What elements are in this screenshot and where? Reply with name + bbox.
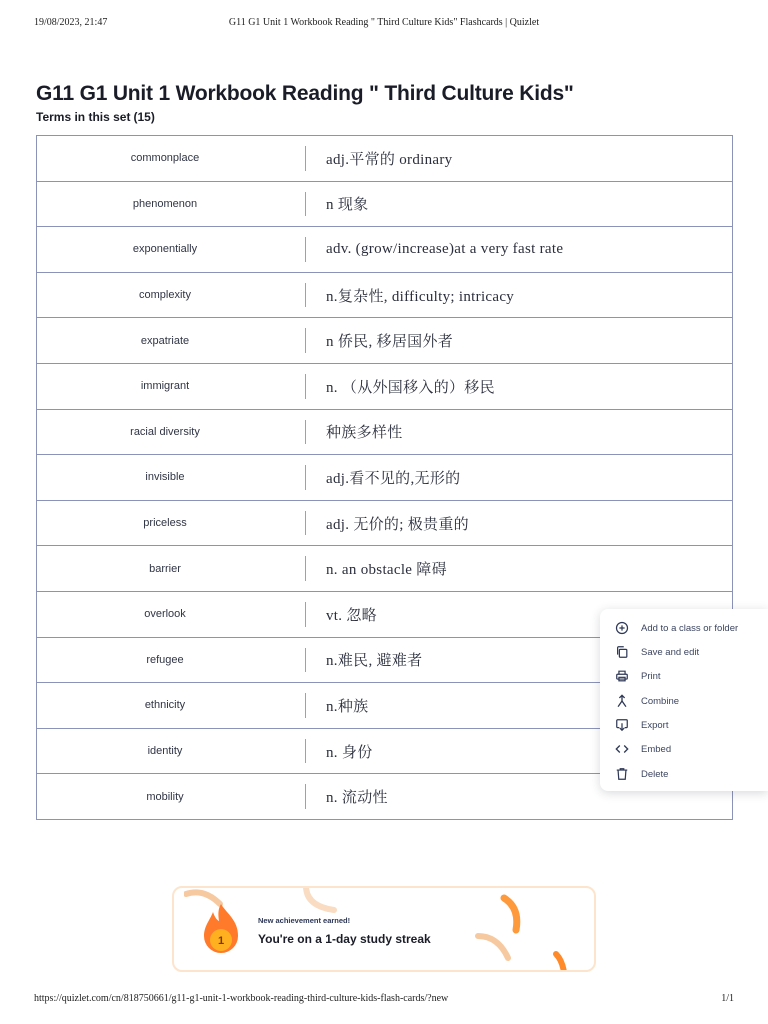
menu-item-label: Add to a class or folder — [641, 622, 739, 634]
row-divider — [305, 648, 306, 673]
menu-item-label: Embed — [641, 743, 672, 755]
term-word: barrier — [149, 562, 181, 575]
print-footer — [34, 993, 734, 1007]
achievement-kicker: New achievement earned! — [258, 916, 351, 925]
print-datetime: 19/08/2023, 21:47 — [34, 17, 108, 28]
menu-item-embed[interactable] — [600, 737, 768, 761]
term-row — [36, 364, 733, 410]
menu-item-label: Print — [641, 670, 661, 682]
menu-item-label: Export — [641, 719, 669, 731]
term-definition: n 侨民, 移居国外者 — [326, 334, 454, 351]
term-definition: adj. 无价的; 极贵重的 — [326, 516, 469, 533]
menu-item-label: Save and edit — [641, 646, 700, 658]
term-row — [36, 410, 733, 456]
term-word: expatriate — [140, 334, 190, 347]
term-row — [36, 273, 733, 319]
term-word: commonplace — [130, 152, 200, 165]
confetti-streamer-icon — [300, 886, 340, 920]
plus-circle-icon — [615, 621, 629, 635]
confetti-streamer-icon — [474, 930, 514, 964]
term-definition: n. 身份 — [326, 744, 373, 761]
term-word: invisible — [145, 471, 185, 484]
row-divider — [305, 192, 306, 217]
term-word: refugee — [146, 653, 184, 666]
print-header — [34, 17, 734, 31]
menu-item-export[interactable] — [600, 713, 768, 737]
row-divider — [305, 374, 306, 399]
term-word: phenomenon — [132, 197, 198, 210]
copy-icon — [615, 645, 629, 659]
merge-icon — [615, 694, 629, 708]
term-word: identity — [147, 745, 183, 758]
term-definition: n. an obstacle 障碍 — [326, 562, 447, 579]
term-definition: n. （从外国移入的）移民 — [326, 379, 495, 396]
term-definition: vt. 忽略 — [326, 607, 377, 624]
term-definition: adj.看不见的,无形的 — [326, 470, 461, 487]
term-word: ethnicity — [144, 699, 186, 712]
term-word: complexity — [139, 289, 191, 302]
term-row — [36, 182, 733, 228]
row-divider — [305, 420, 306, 445]
term-word: exponentially — [132, 243, 198, 256]
row-divider — [305, 602, 306, 627]
achievement-headline: You're on a 1-day study streak — [258, 932, 431, 946]
terms-count-label: Terms in this set — [36, 110, 131, 124]
term-row — [36, 546, 733, 592]
streak-flame-icon — [196, 900, 246, 960]
term-word: immigrant — [140, 380, 190, 393]
term-row — [36, 227, 733, 273]
achievement-toast[interactable] — [172, 886, 596, 972]
code-icon — [615, 742, 629, 756]
print-url: https://quizlet.com/cn/818750661/g11-g1-unit-1-workbook-reading-third-culture-kids-flash-cards/?new — [34, 993, 449, 1004]
confetti-streamer-icon — [552, 950, 576, 972]
printer-icon — [615, 669, 629, 683]
term-definition: n 现象 — [326, 197, 369, 214]
confetti-streamer-icon — [496, 894, 530, 934]
row-divider — [305, 283, 306, 308]
menu-item-delete[interactable] — [600, 762, 768, 786]
term-definition: n.难民, 避难者 — [326, 653, 423, 670]
menu-item-label: Delete — [641, 768, 669, 780]
streak-number: 1 — [217, 935, 225, 947]
row-divider — [305, 784, 306, 809]
export-icon — [615, 718, 629, 732]
terms-count-value: (15) — [133, 110, 155, 124]
menu-item-label: Combine — [641, 695, 680, 707]
term-definition: n. 流动性 — [326, 790, 388, 807]
row-divider — [305, 465, 306, 490]
term-definition: adv. (grow/increase)at a very fast rate — [326, 240, 564, 257]
term-definition: 种族多样性 — [326, 425, 403, 442]
menu-item-add-to-class[interactable] — [600, 616, 768, 640]
row-divider — [305, 328, 306, 353]
term-row — [36, 318, 733, 364]
print-page-number: 1/1 — [721, 993, 734, 1004]
term-row — [36, 501, 733, 547]
term-definition: adj.平常的 ordinary — [326, 151, 453, 168]
term-word: priceless — [143, 517, 187, 530]
term-row — [36, 136, 733, 182]
row-divider — [305, 693, 306, 718]
terms-count — [36, 110, 155, 124]
term-word: mobility — [146, 790, 184, 803]
menu-item-save-and-edit[interactable] — [600, 640, 768, 664]
row-divider — [305, 146, 306, 171]
set-options-menu — [600, 609, 768, 791]
term-definition: n.种族 — [326, 698, 369, 715]
term-word: racial diversity — [130, 425, 200, 438]
term-word: overlook — [144, 608, 186, 621]
row-divider — [305, 237, 306, 262]
set-title: G11 G1 Unit 1 Workbook Reading " Third Culture Kids" — [36, 82, 574, 105]
row-divider — [305, 556, 306, 581]
menu-item-combine[interactable] — [600, 689, 768, 713]
row-divider — [305, 511, 306, 536]
print-page-title: G11 G1 Unit 1 Workbook Reading " Third Culture Kids" Flashcards | Quizlet — [228, 17, 540, 28]
row-divider — [305, 739, 306, 764]
menu-item-print[interactable] — [600, 664, 768, 688]
term-definition: n.复杂性, difficulty; intricacy — [326, 288, 515, 305]
term-row — [36, 455, 733, 501]
trash-icon — [615, 767, 629, 781]
